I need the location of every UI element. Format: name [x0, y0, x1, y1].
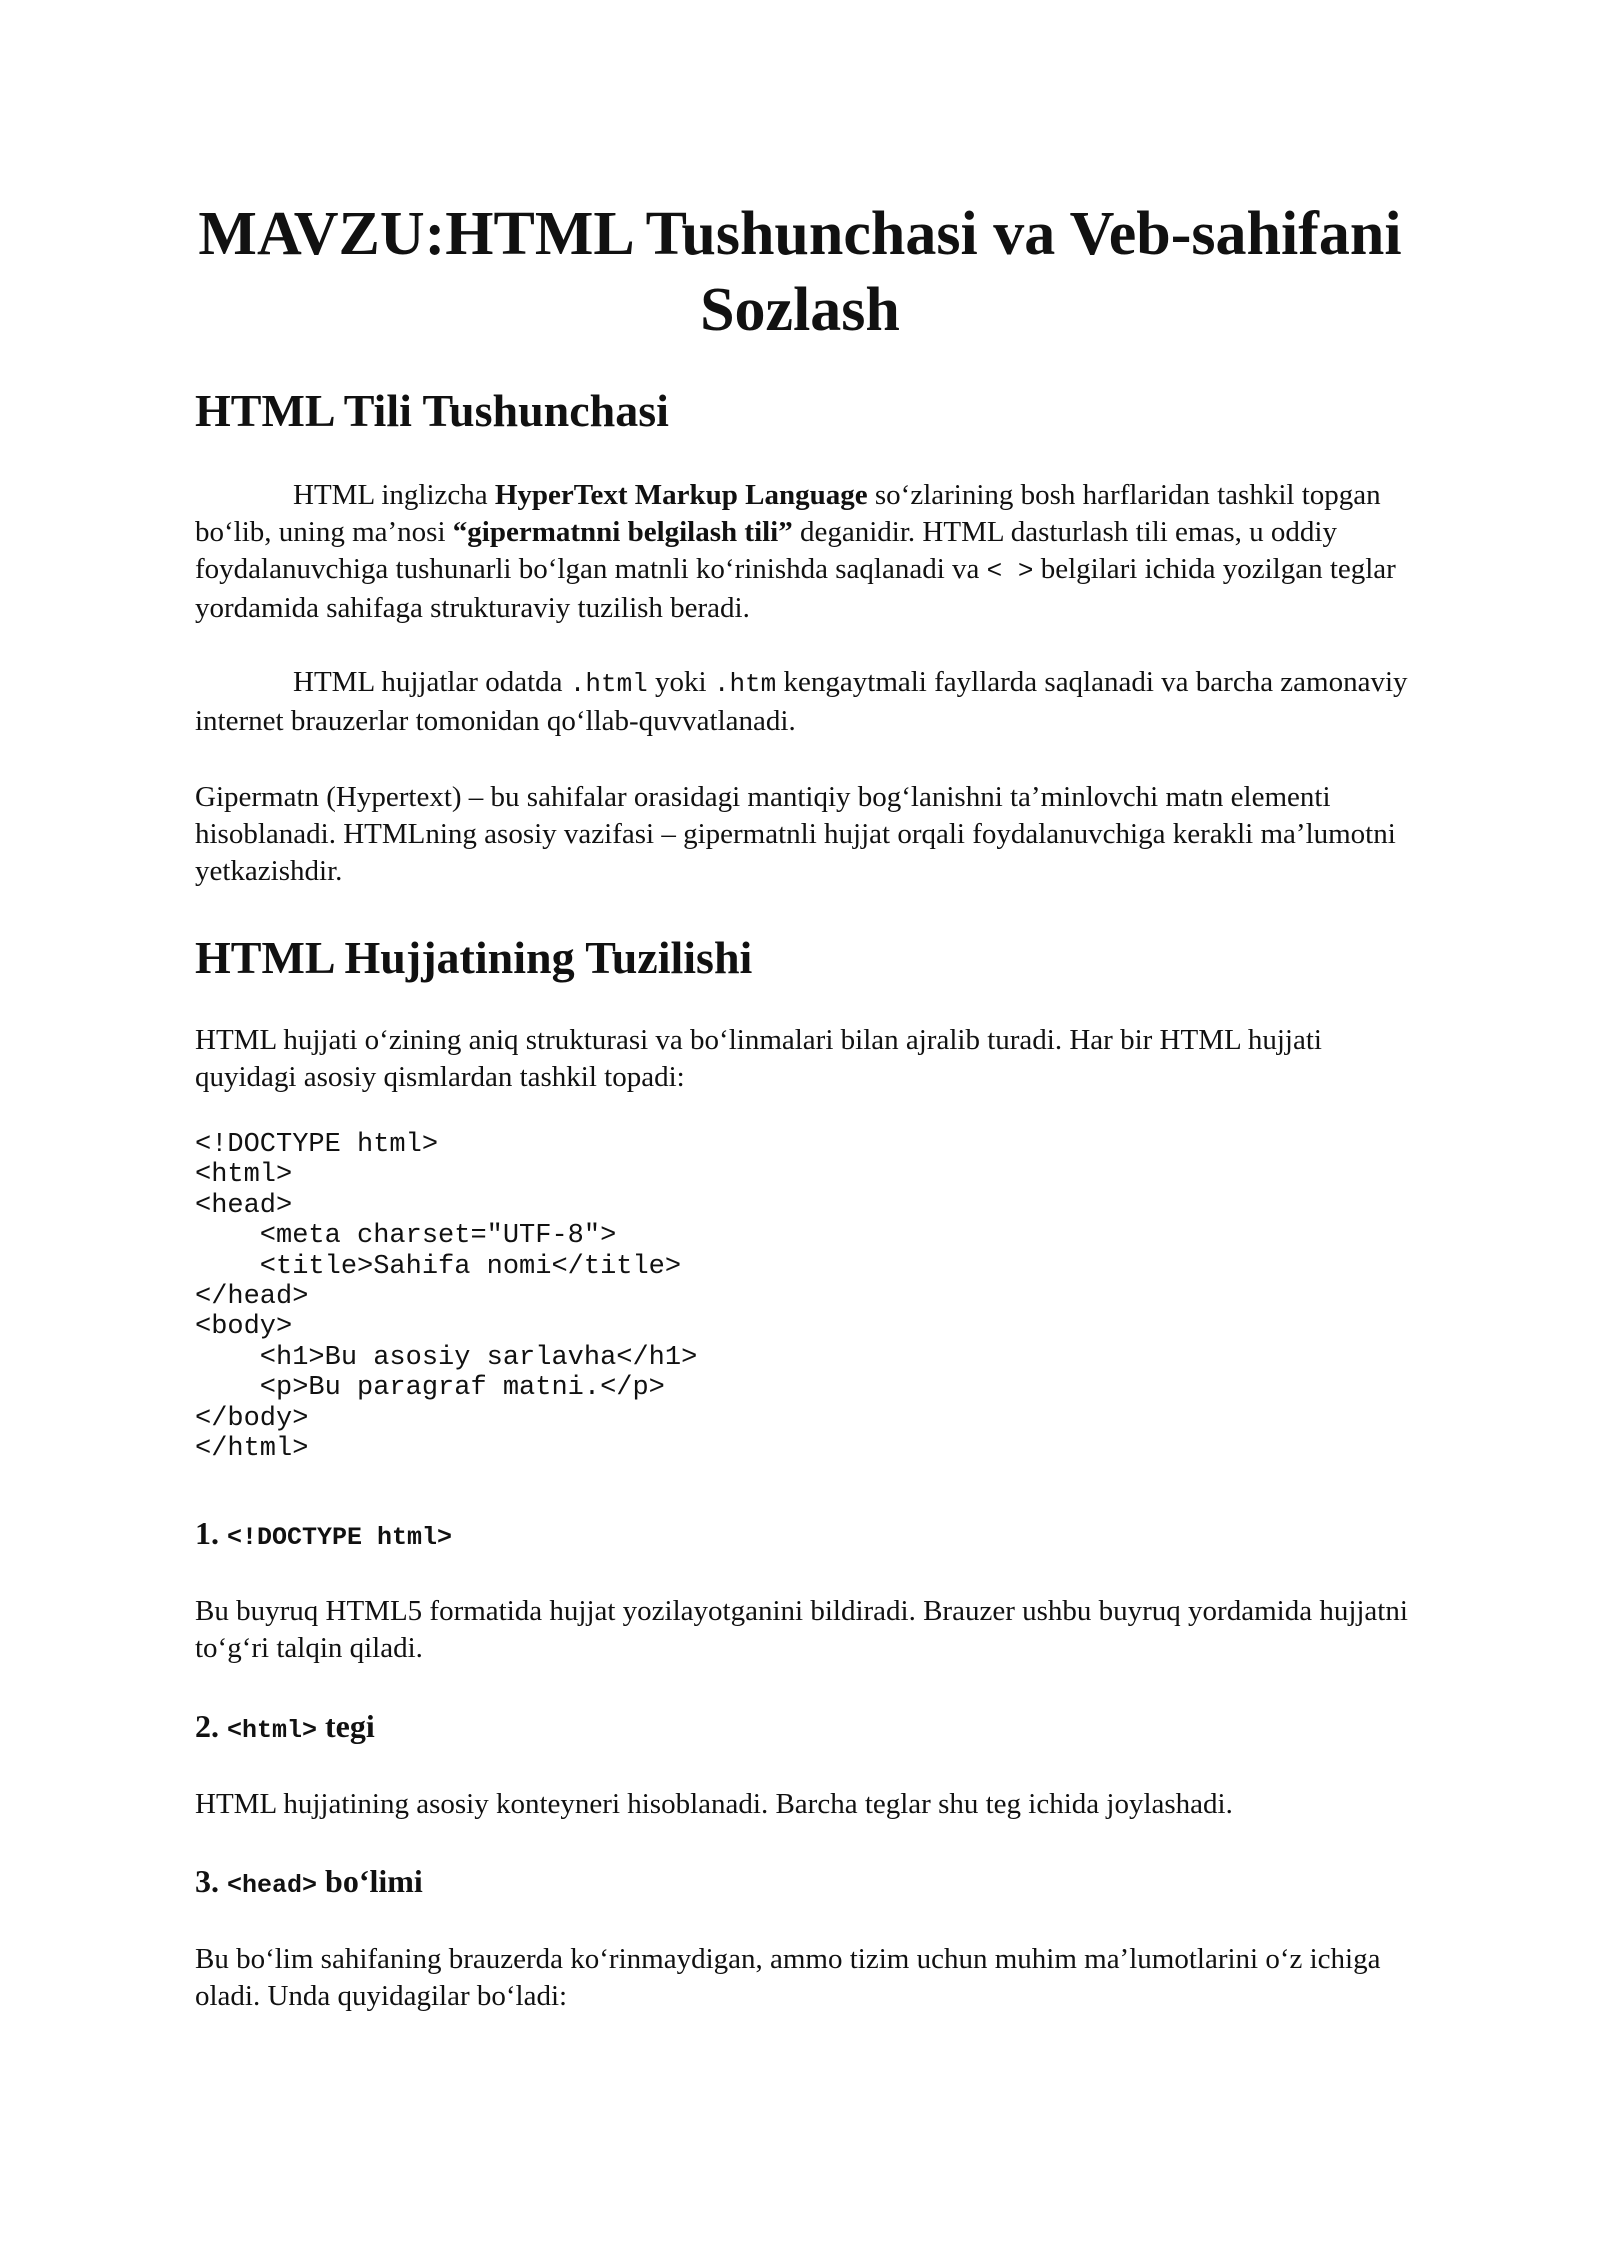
text-run: kengaytmali fayllarda saqlanadi va barcha zamonaviy internet brauzerlar tomonidan qo‘llab-quvvatlanadi.: [195, 666, 1408, 737]
item-suffix: bo‘limi: [317, 1863, 423, 1899]
document-title: MAVZU:HTML Tushunchasi va Veb-sahifani Sozlash: [198, 200, 1402, 344]
inline-code: < >: [986, 556, 1034, 586]
text-run: deganidir. HTML dasturlash tili emas, u oddiy foydalanuvchiga tushunarli bo‘lgan matnli ko‘rinishda saqlanadi va: [195, 516, 1337, 585]
item-number: 2.: [195, 1708, 219, 1744]
section-heading-html-tili: HTML Tili Tushunchasi: [195, 385, 669, 436]
inline-code: <!DOCTYPE html>: [227, 1523, 453, 1552]
text-run: HTML hujjatlar odatda: [293, 666, 570, 698]
paragraph-hypertext: Gipermatn (Hypertext) – bu sahifalar orasidagi mantiqiy bog‘lanishni ta’minlovchi matn elementi hisoblanadi. HTMLning asosiy vazifasi – gipermatnli hujjat orqali foydalanuvchiga kerakli ma’lumotni yetkazishdir.: [195, 781, 1396, 887]
bold-term: HyperText Markup Language: [494, 479, 868, 511]
item-heading-html-tag: [195, 1706, 375, 1751]
item-number: 3.: [195, 1863, 219, 1899]
paragraph-html-definition: [195, 477, 1410, 627]
text-run: yoki: [647, 666, 714, 698]
inline-code: <html>: [227, 1716, 318, 1745]
paragraph-doctype: Bu buyruq HTML5 formatida hujjat yozilayotganini bildiradi. Brauzer ushbu buyruq yordamida hujjatni to‘g‘ri talqin qiladi.: [195, 1595, 1408, 1664]
code-block-html-skeleton: <!DOCTYPE html> <html> <head> <meta charset="UTF-8"> <title>Sahifa nomi</title> </head> <body> <h1>Bu asosiy sarlavha</h1> <p>Bu paragraf matni.</p> </body> </html>: [195, 1130, 698, 1465]
text-run: HTML inglizcha: [293, 479, 495, 511]
paragraph-html-tag: HTML hujjatining asosiy konteyneri hisoblanadi. Barcha teglar shu teg ichida joylashadi.: [195, 1788, 1233, 1820]
paragraph-structure-intro: HTML hujjati o‘zining aniq strukturasi va bo‘linmalari bilan ajralib turadi. Har bir HTML hujjati quyidagi asosiy qismlardan tashkil topadi:: [195, 1024, 1322, 1093]
paragraph-html-extensions: [195, 664, 1410, 740]
text-run: so‘zlarining bosh harflaridan tashkil topgan bo‘lib, uning ma’nosi: [195, 479, 1381, 548]
section-heading-hujjat-tuzilishi: HTML Hujjatining Tuzilishi: [195, 932, 753, 983]
item-heading-head-section: [195, 1861, 423, 1906]
inline-code: .htm: [713, 669, 777, 699]
item-suffix: tegi: [317, 1708, 375, 1744]
item-number: 1.: [195, 1515, 219, 1551]
inline-code: <head>: [227, 1871, 318, 1900]
item-heading-doctype: [195, 1513, 452, 1558]
text-run: belgilari ichida yozilgan teglar yordamida sahifaga strukturaviy tuzilish beradi.: [195, 553, 1396, 624]
bold-term: “gipermatnni belgilash tili”: [452, 516, 793, 548]
inline-code: .html: [569, 669, 648, 699]
paragraph-head-section: Bu bo‘lim sahifaning brauzerda ko‘rinmaydigan, ammo tizim uchun muhim ma’lumotlarini o‘z ichiga oladi. Unda quyidagilar bo‘ladi:: [195, 1943, 1381, 2012]
